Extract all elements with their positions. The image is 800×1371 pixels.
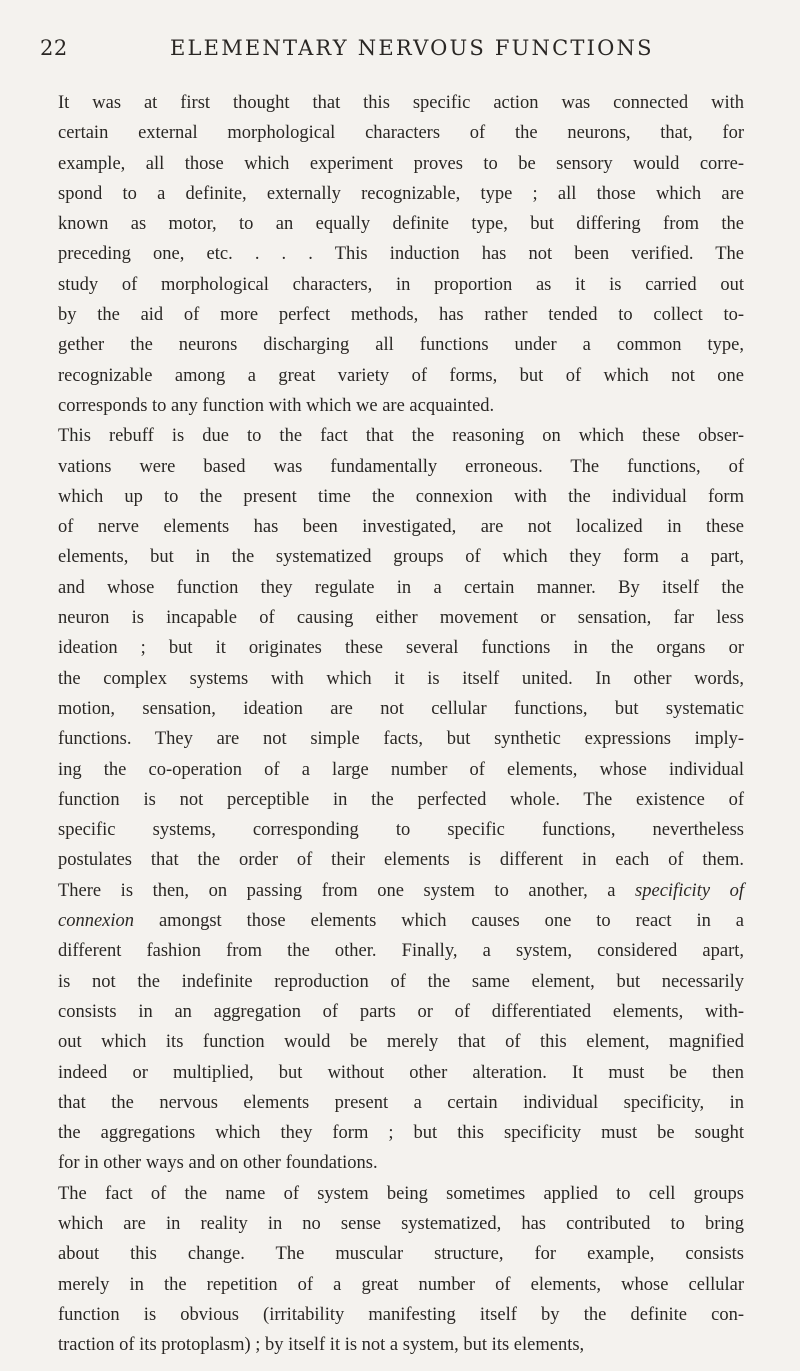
text-line: It was at first thought that this specific action was connected with: [58, 93, 744, 113]
text-line: traction of its protoplasm) ; by itself it is not a system, but its elements,: [58, 1335, 585, 1356]
paragraph-2: [58, 421, 744, 1178]
text-line: connexion amongst those elements which causes one to react in a: [58, 911, 744, 932]
text-line: recognizable among a great variety of forms, but of which not one: [58, 365, 744, 386]
text-line: motion, sensation, ideation are not cellular functions, but systematic: [58, 698, 744, 719]
text-line: specific systems, corresponding to specific functions, nevertheless: [58, 820, 744, 841]
text-line: function is not perceptible in the perfected whole. The existence of: [58, 789, 744, 810]
text-line: elements, but in the systematized groups of which they form a part,: [58, 547, 744, 568]
text-line: which up to the present time the connexion with the individual form: [58, 486, 744, 507]
text-line: which are in reality in no sense systematized, has contributed to bring: [58, 1213, 744, 1234]
text-line: There is then, on passing from one system to another, a specificity of: [58, 880, 744, 901]
text-line: merely in the repetition of a great number of elements, whose cellular: [58, 1274, 744, 1295]
text-line: preceding one, etc. . . . This induction has not been verified. The: [58, 244, 744, 265]
paragraph-3: [58, 1179, 744, 1361]
text-line: the complex systems with which it is itself united. In other words,: [58, 668, 744, 689]
page-number: 22: [40, 36, 68, 60]
text-line: for in other ways and on other foundations.: [58, 1153, 378, 1174]
text-line: that the nervous elements present a certain individual specificity, in: [58, 1092, 744, 1113]
text-line: by the aid of more perfect methods, has rather tended to collect to-: [58, 305, 744, 326]
text-line: function is obvious (irritability manifesting itself by the definite con-: [58, 1304, 744, 1325]
body-text: [58, 88, 744, 1360]
text-line: of nerve elements has been investigated, are not localized in these: [58, 517, 744, 538]
text-line: ideation ; but it originates these several functions in the organs or: [58, 638, 744, 659]
text-line: is not the indefinite reproduction of the same element, but necessarily: [58, 971, 744, 992]
text-line: different fashion from the other. Finally, a system, considered apart,: [58, 941, 744, 962]
text-line: and whose function they regulate in a certain manner. By itself the: [58, 577, 744, 598]
text-line: corresponds to any function with which we are acquainted.: [58, 395, 495, 416]
page-header: [40, 36, 760, 66]
text-line: spond to a definite, externally recognizable, type ; all those which are: [58, 183, 744, 204]
text-line: gether the neurons discharging all functions under a common type,: [58, 335, 744, 356]
text-line: known as motor, to an equally definite type, but differing from the: [58, 214, 744, 235]
text-line: functions. They are not simple facts, but synthetic expressions imply-: [58, 729, 744, 750]
text-line: indeed or multiplied, but without other alteration. It must be then: [58, 1062, 744, 1083]
text-line: The fact of the name of system being sometimes applied to cell groups: [58, 1183, 744, 1204]
text-line: neuron is incapable of causing either movement or sensation, far less: [58, 608, 744, 629]
text-line: ing the co-operation of a large number of elements, whose individual: [58, 759, 744, 780]
text-line: certain external morphological characters of the neurons, that, for: [58, 123, 744, 144]
text-line: postulates that the order of their elements is different in each of them.: [58, 850, 744, 871]
text-line: the aggregations which they form ; but this specificity must be sought: [58, 1123, 744, 1144]
paragraph-1: [58, 88, 744, 421]
text-line: This rebuff is due to the fact that the reasoning on which these obser-: [58, 426, 744, 447]
text-line: consists in an aggregation of parts or of differentiated elements, with-: [58, 1001, 744, 1022]
text-line: about this change. The muscular structure, for example, consists: [58, 1244, 744, 1265]
text-line: study of morphological characters, in proportion as it is carried out: [58, 274, 744, 295]
text-line: out which its function would be merely that of this element, magnified: [58, 1032, 744, 1053]
text-line: example, all those which experiment proves to be sensory would corre-: [58, 153, 744, 174]
running-title: ELEMENTARY NERVOUS FUNCTIONS: [170, 36, 654, 60]
text-line: vations were based was fundamentally erroneous. The functions, of: [58, 456, 744, 477]
